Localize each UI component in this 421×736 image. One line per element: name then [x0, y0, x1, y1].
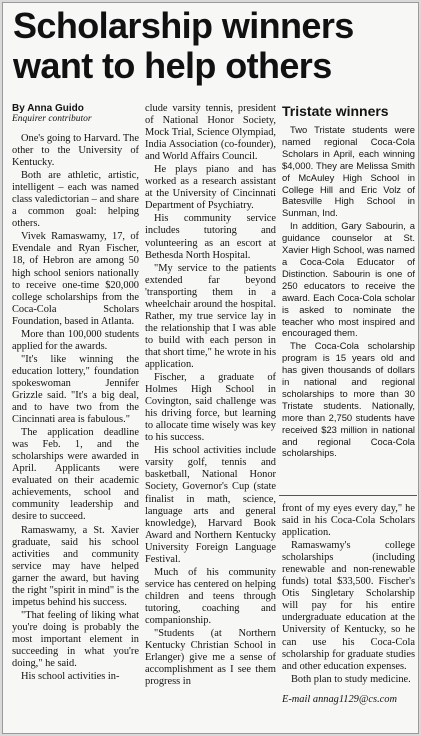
article-column-2	[145, 103, 276, 689]
headline: Scholarship winners want to help others	[13, 5, 354, 86]
paragraph: Vivek Ramaswamy, 17, of Evendale and Ryan Fischer, 18, of Hebron are among 50 high school seniors nationally to receive one-time $20,000 college scholarships from the Coca-Cola Scholars Foundation, based in Atlanta.	[12, 231, 139, 327]
paragraph: His school activities include varsity golf, tennis and basketball, National Honor Society, Governor's Cup (state finalist in math, science, language arts and general knowledge), Harvard Book Award and Northern Kentucky University Foreign Language Festival.	[145, 445, 276, 565]
byline-role: Enquirer contributor	[12, 114, 92, 124]
paragraph: More than 100,000 students applied for the awards.	[12, 328, 139, 352]
paragraph: "My service to the patients extended far beyond 'transporting them in a wheelchair around the hospital. Rather, my true service lay in the relationship that I was able to build with each person in that short time," he wrote in his application.	[145, 262, 276, 370]
paragraph: Much of his community service has centered on helping children and teens through tutoring, coaching and companionship.	[145, 566, 276, 626]
paragraph: His school activities in-	[21, 671, 120, 683]
paragraph: Ramaswamy's college scholarships (including renewable and non-renewable funds) total $33,500. Fischer's Otis Singletary Scholarship will pay for his entire undergraduate education at the University of Kentucky, so he can use his Coca-Cola scholarship for graduate studies and other education expenses.	[282, 540, 415, 672]
paragraph: "It's like winning the education lottery," foundation spokeswoman Jennifer Grizzle said. "It's a big deal, and to have two from the Cincinnati area is fabulous."	[12, 353, 139, 426]
sidebar-tristate-winners	[282, 102, 415, 460]
paragraph: "That feeling of liking what you're doing is probably the most important element in succeeding in what you're doing," he said.	[12, 609, 139, 670]
paragraph: Both plan to study medicine.	[291, 673, 411, 685]
paragraph: "Students (at Northern Kentucky Christian School in Erlanger) give me a sense of accomplishment as I see them progress in	[145, 628, 276, 688]
sidebar-title: Tristate winners	[282, 103, 389, 119]
paragraph: One's going to Harvard. The other to the University of Kentucky.	[12, 133, 139, 169]
byline: By Anna Guido	[12, 103, 84, 114]
paragraph: Ramaswamy, a St. Xavier graduate, said his school activities and community service may have helped garner the award, but having the right "spirit in mind" is the impetus behind his success.	[12, 524, 139, 608]
author-email: E-mail annag1129@cs.com	[282, 693, 397, 705]
divider	[279, 495, 417, 496]
paragraph: His community service includes tutoring and volunteering as an escort at Bethesda North Hospital.	[145, 213, 276, 261]
article-column-1	[12, 103, 139, 684]
paragraph: He plays piano and has worked as a research assistant at the University of Cincinnati Department of Psychiatry.	[145, 164, 276, 212]
sidebar-paragraph: The Coca-Cola scholarship program is 15 years old and has given thousands of dollars in national and regional scholarships to more than 30 Tristate students. Nationally, more than 2,750 students have received $23 million in national and regional Coca-Cola scholarships.	[282, 340, 415, 459]
article-column-3	[282, 503, 415, 707]
paragraph: front of my eyes every day," he said in his Coca-Cola Scholars application.	[282, 503, 415, 539]
newspaper-clipping	[2, 2, 419, 734]
sidebar-paragraph: Two Tristate students were named regional Coca-Cola Scholars in April, each winning $4,000. They are Melissa Smith of McAuley High School in College Hill and Eric Volz of Batesville High School in Sunman, Ind.	[282, 124, 415, 219]
paragraph: Both are athletic, artistic, intelligent – each was named class valedictorian – and share a common goal: helping others.	[12, 170, 139, 230]
paragraph: clude varsity tennis, president of National Honor Society, Mock Trial, Science Olympiad, India Association (co-founder), and World Affairs Council.	[145, 103, 276, 163]
sidebar-paragraph: In addition, Gary Sabourin, a guidance counselor at St. Xavier High School, was named a Coca-Cola Educator of Distinction. Sabourin is one of 250 educators to receive the award. Each Coca-Cola scholar is asked to nominate the teacher who most inspired and encouraged them.	[282, 220, 415, 339]
paragraph: The application deadline was Feb. 1, and the scholarships were awarded in April. Applicants were evaluated on their academic achievements, school and community leadership and desire to succeed.	[12, 427, 139, 523]
paragraph: Fischer, a graduate of Holmes High School in Covington, said challenge was his driving force, but learning to allocate time wisely was key to his success.	[145, 372, 276, 444]
